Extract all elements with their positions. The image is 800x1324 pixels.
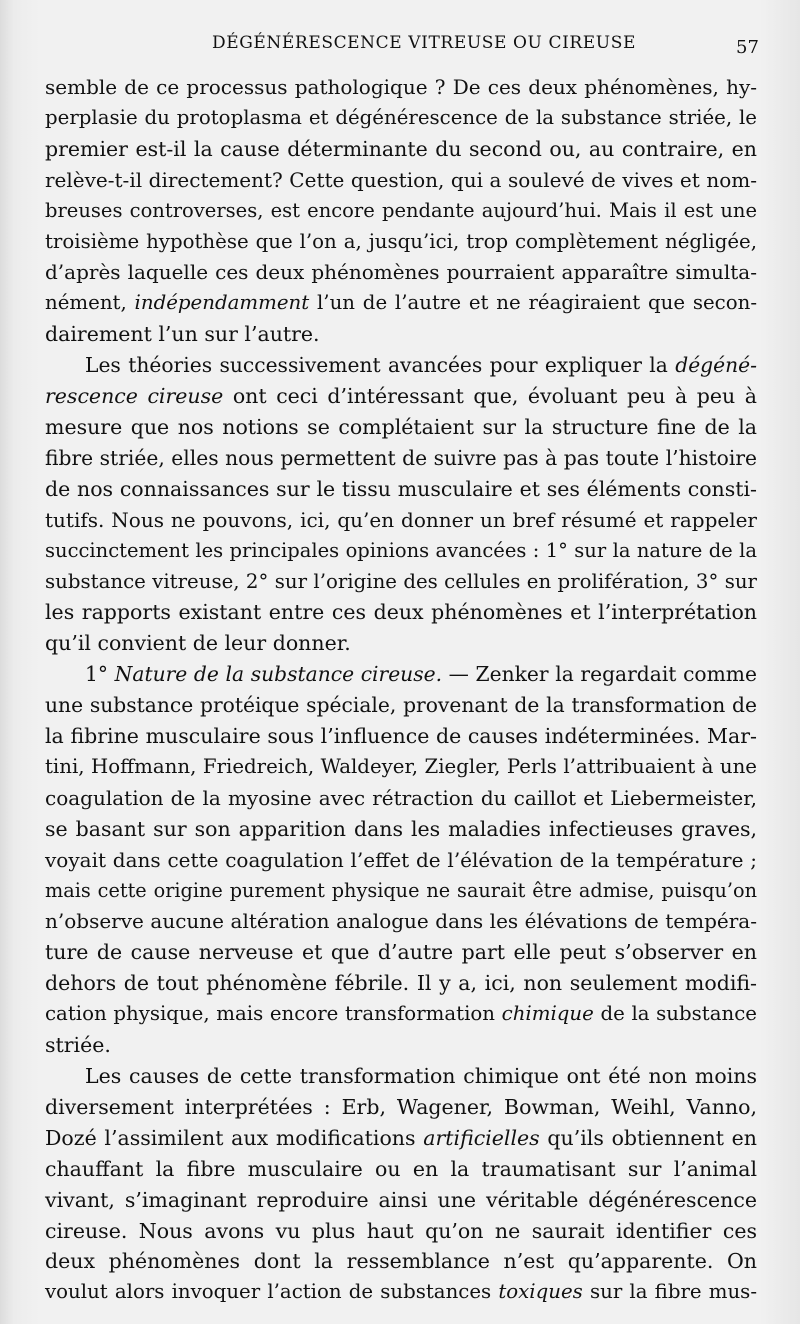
text-line (45, 845, 757, 876)
text-span: 1° (85, 662, 115, 687)
text-line (45, 814, 757, 845)
text-span: diversement interprétées : Erb, Wagener, Bowman, Weihl, Vanno, (45, 1094, 757, 1119)
text-span: voyait dans cette coagulation l’effet de l’élévation de la température ; (45, 847, 757, 872)
text-line (45, 134, 757, 165)
text-span: ture de cause nerveuse et que d’autre part elle peut s’observer en (45, 940, 757, 965)
text-span: chauffant la fibre musculaire ou en la traumatisant sur l’animal (45, 1156, 757, 1181)
text-span: Dozé l’assimilent aux modifications (45, 1125, 424, 1150)
text-line (45, 505, 757, 536)
text-span: se basant sur son apparition dans les maladies infectieuses graves, (45, 816, 757, 841)
text-span: la fibrine musculaire sous l’influence de causes indéterminées. Mar- (45, 724, 757, 749)
text-line (45, 937, 757, 968)
text-line (45, 876, 757, 907)
text-line (45, 1061, 757, 1092)
text-span: mesure que nos notions se complétaient sur la structure fine de la (45, 414, 757, 439)
text-line (45, 752, 757, 783)
text-line (45, 1092, 757, 1123)
text-span: dehors de tout phénomène fébrile. Il y a, ici, non seulement modifi- (45, 971, 757, 996)
text-line (45, 1277, 757, 1308)
text-span: striée. (45, 1033, 111, 1058)
text-line (45, 567, 757, 598)
text-span: fibre striée, elles nous permettent de suivre pas à pas toute l’histoire (45, 445, 757, 470)
text-line (45, 288, 757, 319)
italic-text: dégéné- (675, 353, 757, 378)
text-line (45, 999, 757, 1030)
text-span: mais cette origine purement physique ne saurait être admise, puisqu’on (45, 878, 757, 902)
text-span: coagulation de la myosine avec rétraction du caillot et Liebermeister, (45, 785, 757, 810)
italic-text: chimique (501, 1002, 594, 1026)
text-line (45, 443, 757, 474)
text-line (45, 721, 757, 752)
text-span: nément, (45, 291, 135, 315)
text-span: troisième hypothèse que l’on a, jusqu’ici, trop complètement négligée, (45, 229, 757, 253)
text-line (45, 381, 757, 412)
text-span: voulut alors invoquer l’action de substances (45, 1280, 499, 1304)
text-span: cation physique, mais encore transformation (45, 1002, 502, 1026)
text-line (45, 474, 757, 505)
text-span: de la substance (593, 1002, 757, 1026)
italic-text: rescence cireuse (45, 384, 224, 409)
text-span: l’un de l’autre et ne réagiraient que secon- (309, 291, 757, 315)
text-span: cireuse. Nous avons vu plus haut qu’on ne saurait identifier ces (45, 1218, 757, 1243)
text-line (45, 1030, 757, 1061)
running-title: DÉGÉNÉRESCENCE VITREUSE OU CIREUSE (212, 33, 636, 53)
page-number: 57 (736, 37, 759, 58)
text-line (45, 906, 757, 937)
text-span: qu’ils obtiennent en (539, 1125, 757, 1150)
text-span: qu’il convient de leur donner. (45, 631, 351, 656)
italic-text: toxiques (498, 1280, 583, 1304)
text-span: une substance protéique spéciale, provenant de la transformation de (45, 693, 757, 718)
text-line (45, 690, 757, 721)
text-span: — Zenker la regardait comme (442, 662, 757, 687)
text-line (45, 536, 757, 567)
text-span: Les causes de cette transformation chimique ont été non moins (85, 1064, 757, 1088)
text-line (45, 227, 757, 258)
text-span: succinctement les principales opinions avancées : 1° sur la nature de la (45, 538, 757, 562)
text-span: les rapports existant entre ces deux phénomènes et l’interprétation (45, 600, 757, 625)
text-span: ont ceci d’intéressant que, évoluant peu à peu à (223, 384, 757, 409)
text-span: tutifs. Nous ne pouvons, ici, qu’en donner un bref résumé et rappeler (45, 507, 757, 532)
text-line (45, 968, 757, 999)
text-span: perplasie du protoplasma et dégénérescence de la substance striée, le (45, 105, 757, 129)
text-line (45, 1154, 757, 1185)
body-text (45, 72, 757, 1308)
text-line (45, 659, 757, 690)
italic-text: Nature de la substance cireuse. (114, 662, 443, 687)
text-line (45, 597, 757, 628)
italic-text: indépendamment (134, 291, 310, 315)
text-span: sur la fibre mus- (582, 1280, 757, 1304)
text-line (45, 412, 757, 443)
running-head (0, 30, 800, 60)
text-span: breuses controverses, est encore pendante aujourd’hui. Mais il est une (45, 198, 757, 222)
text-span: semble de ce processus pathologique ? De ces deux phénomènes, hy- (45, 75, 757, 99)
text-line (45, 1185, 757, 1216)
text-line (45, 319, 757, 350)
text-line (45, 350, 757, 381)
text-line (45, 196, 757, 227)
text-line (45, 628, 757, 659)
text-span: substance vitreuse, 2° sur l’origine des cellules en prolifération, 3° sur (45, 569, 757, 593)
text-line (45, 1216, 757, 1247)
text-span: dairement l’un sur l’autre. (45, 322, 320, 347)
text-line (45, 103, 757, 134)
text-line (45, 257, 757, 288)
text-span: vivant, s’imaginant reproduire ainsi une véritable dégénérescence (45, 1187, 757, 1212)
text-span: de nos connaissances sur le tissu musculaire et ses éléments consti- (45, 476, 757, 501)
text-span: relève-t-il directement? Cette question, qui a soulevé de vives et nom- (45, 167, 757, 192)
text-line (45, 783, 757, 814)
text-line (45, 1246, 757, 1277)
italic-text: artificielles (423, 1125, 540, 1150)
text-span: Les théories successivement avancées pour expliquer la (85, 353, 676, 378)
text-span: premier est-il la cause déterminante du second ou, au contraire, en (45, 136, 757, 161)
text-line (45, 72, 757, 103)
text-span: d’après laquelle ces deux phénomènes pourraient apparaître simulta- (45, 260, 757, 285)
text-span: deux phénomènes dont la ressemblance n’est qu’apparente. On (45, 1249, 757, 1274)
text-line (45, 165, 757, 196)
text-line (45, 1123, 757, 1154)
text-span: tini, Hoffmann, Friedreich, Waldeyer, Ziegler, Perls l’attribuaient à une (45, 754, 757, 778)
text-span: n’observe aucune altération analogue dans les élévations de tempéra- (45, 909, 757, 934)
